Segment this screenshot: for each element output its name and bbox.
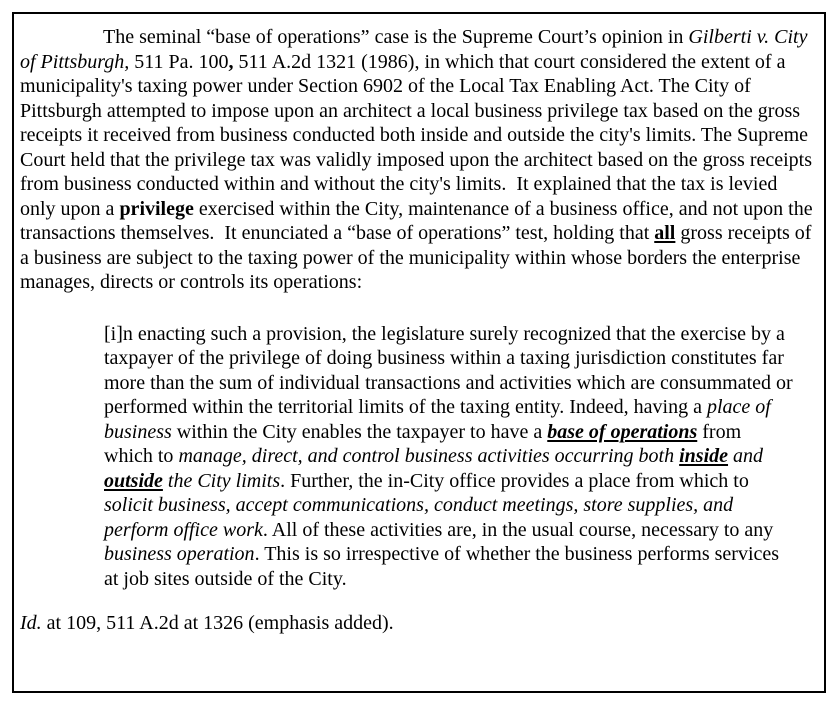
text-segment: [i]n enacting such a provision, the legislature surely recognized that the exercise by a taxpayer of the privilege of doing business within a taxing jurisdiction constitutes far more than the sum of individual transactions and activities which are consummated or performed within the territorial limits of the taxing entity. Indeed, having a xyxy=(104,322,793,418)
citation-line xyxy=(20,611,815,636)
text-segment: . Further, the in-City office provides a place from which to xyxy=(280,469,749,492)
text-segment: inside xyxy=(679,445,729,467)
text-segment: within the City enables the taxpayer to have a xyxy=(171,420,548,443)
text-segment: all xyxy=(654,222,676,244)
text-segment: at 109, 511 A.2d at 1326 (emphasis added). xyxy=(41,612,394,634)
text-segment: from which to xyxy=(104,420,742,467)
text-segment: business operation xyxy=(104,543,255,565)
text-segment: the City limits xyxy=(162,469,281,492)
text-segment: manage, direct, and control business activities occurring both xyxy=(178,445,680,467)
text-segment: and xyxy=(728,445,764,467)
text-segment: . All of these activities are, in the usual course, necessary to any xyxy=(262,518,774,541)
text-segment: 511 A.2d 1321 (1986), in which that court considered the extent of a municipality's taxing power under Section 6902 of the Local Tax Enabling Act. The City of Pittsburgh attempted to impose upon an architect a local business privilege tax based on the gross receipts it received from business conducted both inside and outside the city's limits. The Supreme Court held that the privilege tax was validly imposed upon the architect based on the gross receipts from business conducted within and without the city's limits. It explained that the tax is levied only upon a xyxy=(20,50,813,220)
text-segment: solicit business, accept communications, conduct meetings, store supplies, and perform office work xyxy=(104,494,734,541)
text-segment: , xyxy=(228,50,234,73)
text-segment: place of business xyxy=(104,396,771,443)
text-segment: Gilberti v. City of Pittsburgh, xyxy=(20,26,808,73)
text-segment: 511 Pa. 100 xyxy=(129,50,229,73)
text-segment: Id. xyxy=(20,612,42,634)
text-segment: The seminal “base of operations” case is the Supreme Court’s opinion in xyxy=(103,26,689,48)
block-quote xyxy=(104,322,794,592)
text-segment: gross receipts of a business are subject to the taxing power of the municipality within whose borders the enterprise manages, directs or controls its operations: xyxy=(20,222,812,293)
text-segment: outside xyxy=(104,469,163,492)
opening-paragraph xyxy=(20,25,815,295)
document-page xyxy=(12,12,826,693)
text-segment: privilege xyxy=(119,197,194,220)
text-segment: base of operations xyxy=(547,420,698,443)
text-segment: . This is so irrespective of whether the business performs services at job sites outside of the City. xyxy=(104,543,780,590)
text-segment: exercised within the City, maintenance of a business office, and not upon the transactions themselves. It enunciated a “base of operations” test, holding that xyxy=(20,197,813,244)
